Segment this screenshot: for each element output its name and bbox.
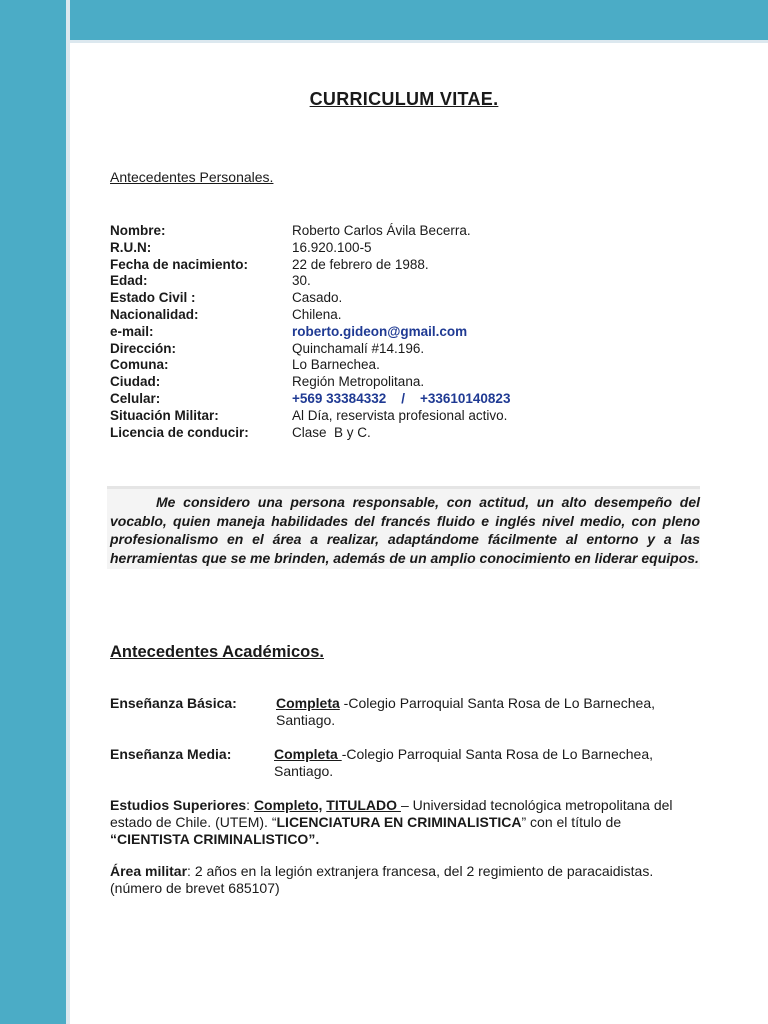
education-basic-detail: -Colegio Parroquial Santa Rosa de Lo Barnechea, Santiago.	[276, 695, 655, 728]
education-higher-text2: ” con el título de	[521, 814, 622, 830]
info-value: Chilena.	[292, 306, 342, 322]
military-area	[110, 863, 700, 897]
education-higher-text: – Universidad tecnológica metropolitana del estado de Chile. (UTEM). “	[110, 797, 673, 830]
left-accent-bar	[0, 0, 66, 1024]
info-value: 30.	[292, 273, 311, 289]
info-value: Quinchamalí #14.196.	[292, 340, 425, 356]
military-area-label: Área militar	[110, 863, 188, 879]
document-title: CURRICULUM VITAE.	[309, 89, 499, 109]
military-area-text: : 2 años en la legión extranjera francesa, del 2 regimiento de paracaidistas. (número de brevet 685107)	[110, 863, 654, 896]
info-value: Casado.	[292, 290, 343, 306]
top-accent-bar	[70, 0, 768, 40]
education-basic-status: Completa	[276, 695, 340, 711]
info-value: Lo Barnechea.	[292, 357, 380, 373]
info-label: Fecha de nacimiento:	[110, 256, 249, 272]
left-accent-line	[66, 0, 70, 1024]
profile-summary-text: Me considero una persona responsable, con actitud, un alto desempeño del vocablo, quien maneja habilidades del francés fluido e inglés nivel medio, con pleno profesionalismo en el área a realizar, adaptándome fácilmente al entorno y a las herramientas que se me brinden, además de un amplio conocimiento en liderar equipos.	[110, 494, 700, 566]
info-label: Nacionalidad:	[110, 306, 199, 322]
info-label: R.U.N:	[110, 239, 152, 255]
education-higher-titled: TITULADO	[326, 797, 401, 813]
education-media-content	[274, 746, 714, 780]
education-basic	[110, 695, 710, 728]
education-higher-sep: :	[246, 797, 254, 813]
profile-summary	[107, 486, 700, 569]
info-label: Situación Militar:	[110, 407, 219, 423]
phone-link[interactable]: +569 33384332 / +33610140823	[292, 390, 511, 406]
education-media	[110, 746, 710, 779]
education-higher-title: “CIENTISTA CRIMINALISTICO”.	[110, 831, 320, 847]
education-basic-content	[276, 695, 716, 729]
academic-heading: Antecedentes Académicos.	[110, 643, 324, 661]
email-link[interactable]: roberto.gideon@gmail.com	[292, 323, 468, 339]
info-label: e-mail:	[110, 323, 154, 339]
info-value: 16.920.100-5	[292, 239, 372, 255]
education-higher-label: Estudios Superiores	[110, 797, 247, 813]
info-value: Al Día, reservista profesional activo.	[292, 407, 508, 423]
info-label: Estado Civil :	[110, 290, 196, 306]
education-media-label: Enseñanza Media:	[110, 746, 232, 762]
info-label: Licencia de conducir:	[110, 424, 249, 440]
education-media-detail: -Colegio Parroquial Santa Rosa de Lo Barnechea, Santiago.	[274, 746, 653, 779]
info-value: Clase B y C.	[292, 424, 371, 440]
education-higher-status: Completo,	[253, 797, 323, 813]
info-label: Ciudad:	[110, 374, 161, 390]
education-media-status: Completa	[274, 746, 342, 762]
info-value: Roberto Carlos Ávila Becerra.	[292, 223, 471, 238]
info-label: Comuna:	[110, 357, 169, 373]
top-accent-line	[70, 40, 768, 43]
education-higher-degree: LICENCIATURA EN CRIMINALISTICA	[276, 814, 522, 830]
info-label: Edad:	[110, 273, 148, 289]
personal-heading: Antecedentes Personales.	[110, 169, 274, 185]
info-label: Dirección:	[110, 340, 177, 356]
info-value: Región Metropolitana.	[292, 374, 425, 390]
info-label: Nombre:	[110, 223, 166, 238]
info-label: Celular:	[110, 390, 161, 406]
education-higher	[110, 797, 700, 848]
education-basic-label: Enseñanza Básica:	[110, 695, 237, 711]
info-value: 22 de febrero de 1988.	[292, 256, 429, 272]
